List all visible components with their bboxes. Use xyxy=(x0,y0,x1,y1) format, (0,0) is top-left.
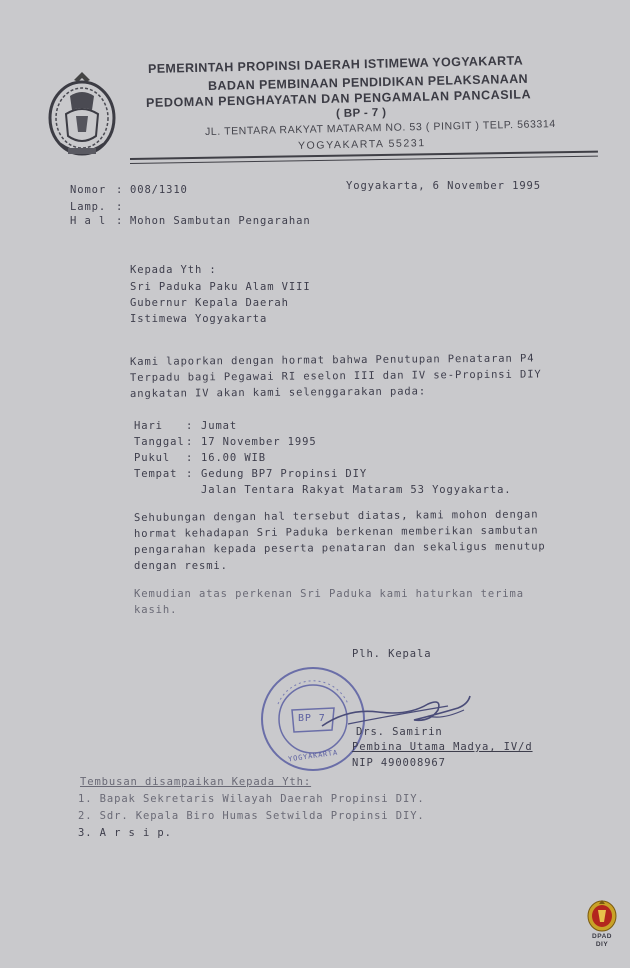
body-para3-line: Kemudian atas perkenan Sri Paduka kami haturkan terima xyxy=(134,588,524,600)
tembusan-heading: Tembusan disampaikan Kepada Yth: xyxy=(80,776,312,788)
schedule-colon: : xyxy=(186,436,194,448)
hal-label: H a l xyxy=(70,215,107,227)
body-para1-line: Terpadu bagi Pegawai RI eselon III dan IV se-Propinsi DIY xyxy=(129,368,542,384)
nomor-colon: : xyxy=(116,184,124,196)
recipient-line: Istimewa Yogyakarta xyxy=(130,313,268,325)
dpad-diy-logo-icon xyxy=(586,898,618,932)
letterhead-address: JL. TENTARA RAKYAT MATARAM NO. 53 ( PINGIT ) TELP. 563314 xyxy=(204,118,556,138)
schedule-colon: : xyxy=(186,468,194,480)
signatory-rank: Pembina Utama Madya, IV/d xyxy=(352,741,533,753)
letterhead-city: YOGYAKARTA 55231 xyxy=(297,137,426,152)
letterhead-line1: PEMERINTAH PROPINSI DAERAH ISTIMEWA YOGYAKARTA xyxy=(147,53,524,76)
schedule-label-pukul: Pukul xyxy=(134,452,171,464)
schedule-label-hari: Hari xyxy=(134,420,163,432)
schedule-value-pukul: 16.00 WIB xyxy=(201,452,266,464)
signature-role: Plh. Kepala xyxy=(352,648,432,660)
hal-colon: : xyxy=(116,215,124,227)
signatory-nip: NIP 490008967 xyxy=(352,757,446,769)
schedule-value-tanggal: 17 November 1995 xyxy=(201,436,317,448)
schedule-label-tanggal: Tanggal xyxy=(134,436,185,448)
schedule-venue-line2: Jalan Tentara Rakyat Mataram 53 Yogyakarta. xyxy=(201,484,512,496)
schedule-colon: : xyxy=(186,452,194,464)
tembusan-item: 3. A r s i p. xyxy=(78,827,172,839)
body-para1-line: Kami laporkan dengan hormat bahwa Penutupan Penataran P4 xyxy=(129,352,535,368)
nomor-value: 008/1310 xyxy=(130,184,188,196)
schedule-colon: : xyxy=(186,420,194,432)
lamp-label: Lamp. xyxy=(70,201,107,213)
archive-logo-text-line2: DIY xyxy=(595,941,609,948)
hal-value: Mohon Sambutan Pengarahan xyxy=(130,215,311,227)
letterhead-emblem xyxy=(46,70,118,160)
body-para2-line: pengarahan kepada peserta penataran dan sekaligus menutup xyxy=(133,540,546,556)
letterhead-line3: PEDOMAN PENGHAYATAN DAN PENGAMALAN PANCASILA xyxy=(145,87,532,110)
recipient-line: Sri Paduka Paku Alam VIII xyxy=(130,281,311,293)
body-para2-line: Sehubungan dengan hal tersebut diatas, kami mohon dengan xyxy=(133,508,539,524)
body-para2-line: hormat kehadapan Sri Paduka berkenan memberikan sambutan xyxy=(133,524,539,540)
stamp-bottom-text: YOGYAKARTA xyxy=(287,748,339,764)
signatory-name: Drs. Samirin xyxy=(356,726,443,738)
tembusan-item: 2. Sdr. Kepala Biro Humas Setwilda Propinsi DIY. xyxy=(78,810,425,822)
nomor-label: Nomor xyxy=(70,184,107,196)
diy-coat-of-arms-icon xyxy=(46,70,118,160)
letterhead-line4: ( BP - 7 ) xyxy=(335,106,387,120)
schedule-value-hari: Jumat xyxy=(201,420,238,432)
body-para2-line: dengan resmi. xyxy=(134,560,228,572)
body-para1-line: angkatan IV akan kami selenggarakan pada: xyxy=(129,385,427,400)
recipient-line: Gubernur Kepala Daerah xyxy=(130,297,289,309)
schedule-label-tempat: Tempat xyxy=(134,468,178,480)
archive-logo xyxy=(586,898,618,952)
tembusan-item: 1. Bapak Sekretaris Wilayah Daerah Propinsi DIY. xyxy=(78,793,425,805)
archive-logo-text-line1: DPAD xyxy=(592,933,612,940)
letterhead-line2: BADAN PEMBINAAN PENDIDIKAN PELAKSANAAN xyxy=(207,71,529,93)
place-date: Yogyakarta, 6 November 1995 xyxy=(346,180,541,192)
schedule-value-tempat: Gedung BP7 Propinsi DIY xyxy=(201,468,368,480)
stamp-center-text: BP 7 xyxy=(298,713,326,724)
recipient-line: Kepada Yth : xyxy=(130,264,217,276)
body-para3-line: kasih. xyxy=(134,604,178,616)
lamp-colon: : xyxy=(116,201,124,213)
